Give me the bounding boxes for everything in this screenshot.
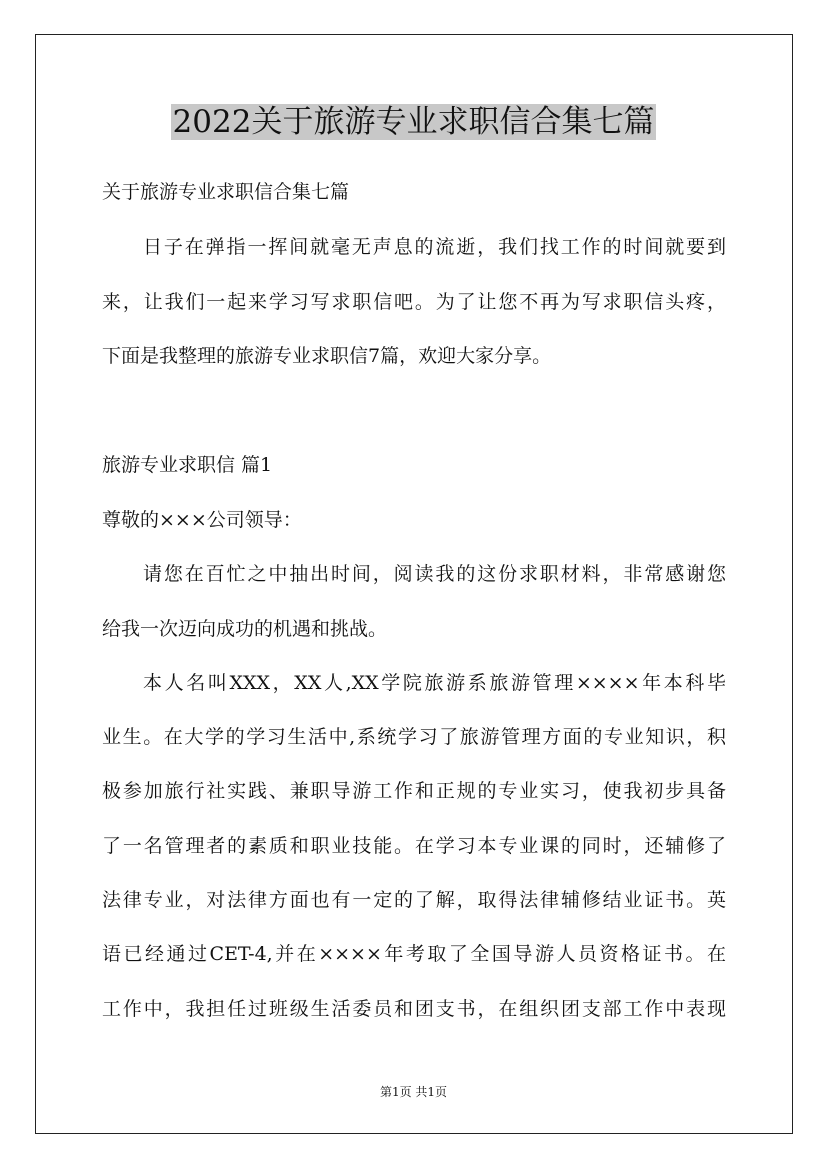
intro-line: 日子在弹指一挥间就毫无声息的流逝，我们找工作的时间就要到 — [143, 236, 726, 258]
paragraph-line: 请您在百忙之中抽出时间，阅读我的这份求职材料，非常感谢您 — [143, 563, 726, 585]
paragraph-line: 本人名叫XXX，XX人,XX学院旅游系旅游管理××××年本科毕 — [143, 672, 726, 694]
intro-line: 下面是我整理的旅游专业求职信7篇，欢迎大家分享。 — [102, 345, 552, 367]
intro-line: 来，让我们一起来学习写求职信吧。为了让您不再为写求职信头疼， — [102, 291, 726, 313]
section-heading: 旅游专业求职信 篇1 — [102, 454, 273, 476]
paragraph-line: 极参加旅行社实践、兼职导游工作和正规的专业实习，使我初步具备 — [102, 780, 726, 802]
document-title: 2022关于旅游专业求职信合集七篇 — [172, 104, 655, 140]
paragraph-line: 业生。在大学的学习生活中,系统学习了旅游管理方面的专业知识，积 — [102, 726, 726, 748]
paragraph-line: 工作中，我担任过班级生活委员和团支书，在组织团支部工作中表现 — [102, 998, 726, 1020]
paragraph-line: 了一名管理者的素质和职业技能。在学习本专业课的同时，还辅修了 — [102, 835, 726, 857]
paragraph-line: 法律专业，对法律方面也有一定的了解，取得法律辅修结业证书。英 — [102, 889, 726, 911]
document-subtitle: 关于旅游专业求职信合集七篇 — [102, 181, 350, 203]
paragraph-line: 语已经通过CET-4,并在××××年考取了全国导游人员资格证书。在 — [102, 943, 726, 965]
salutation: 尊敬的×××公司领导： — [102, 509, 302, 531]
page-footer: 第1页 共1页 — [379, 1085, 448, 1099]
paragraph-line: 给我一次迈向成功的机遇和挑战。 — [102, 618, 388, 640]
